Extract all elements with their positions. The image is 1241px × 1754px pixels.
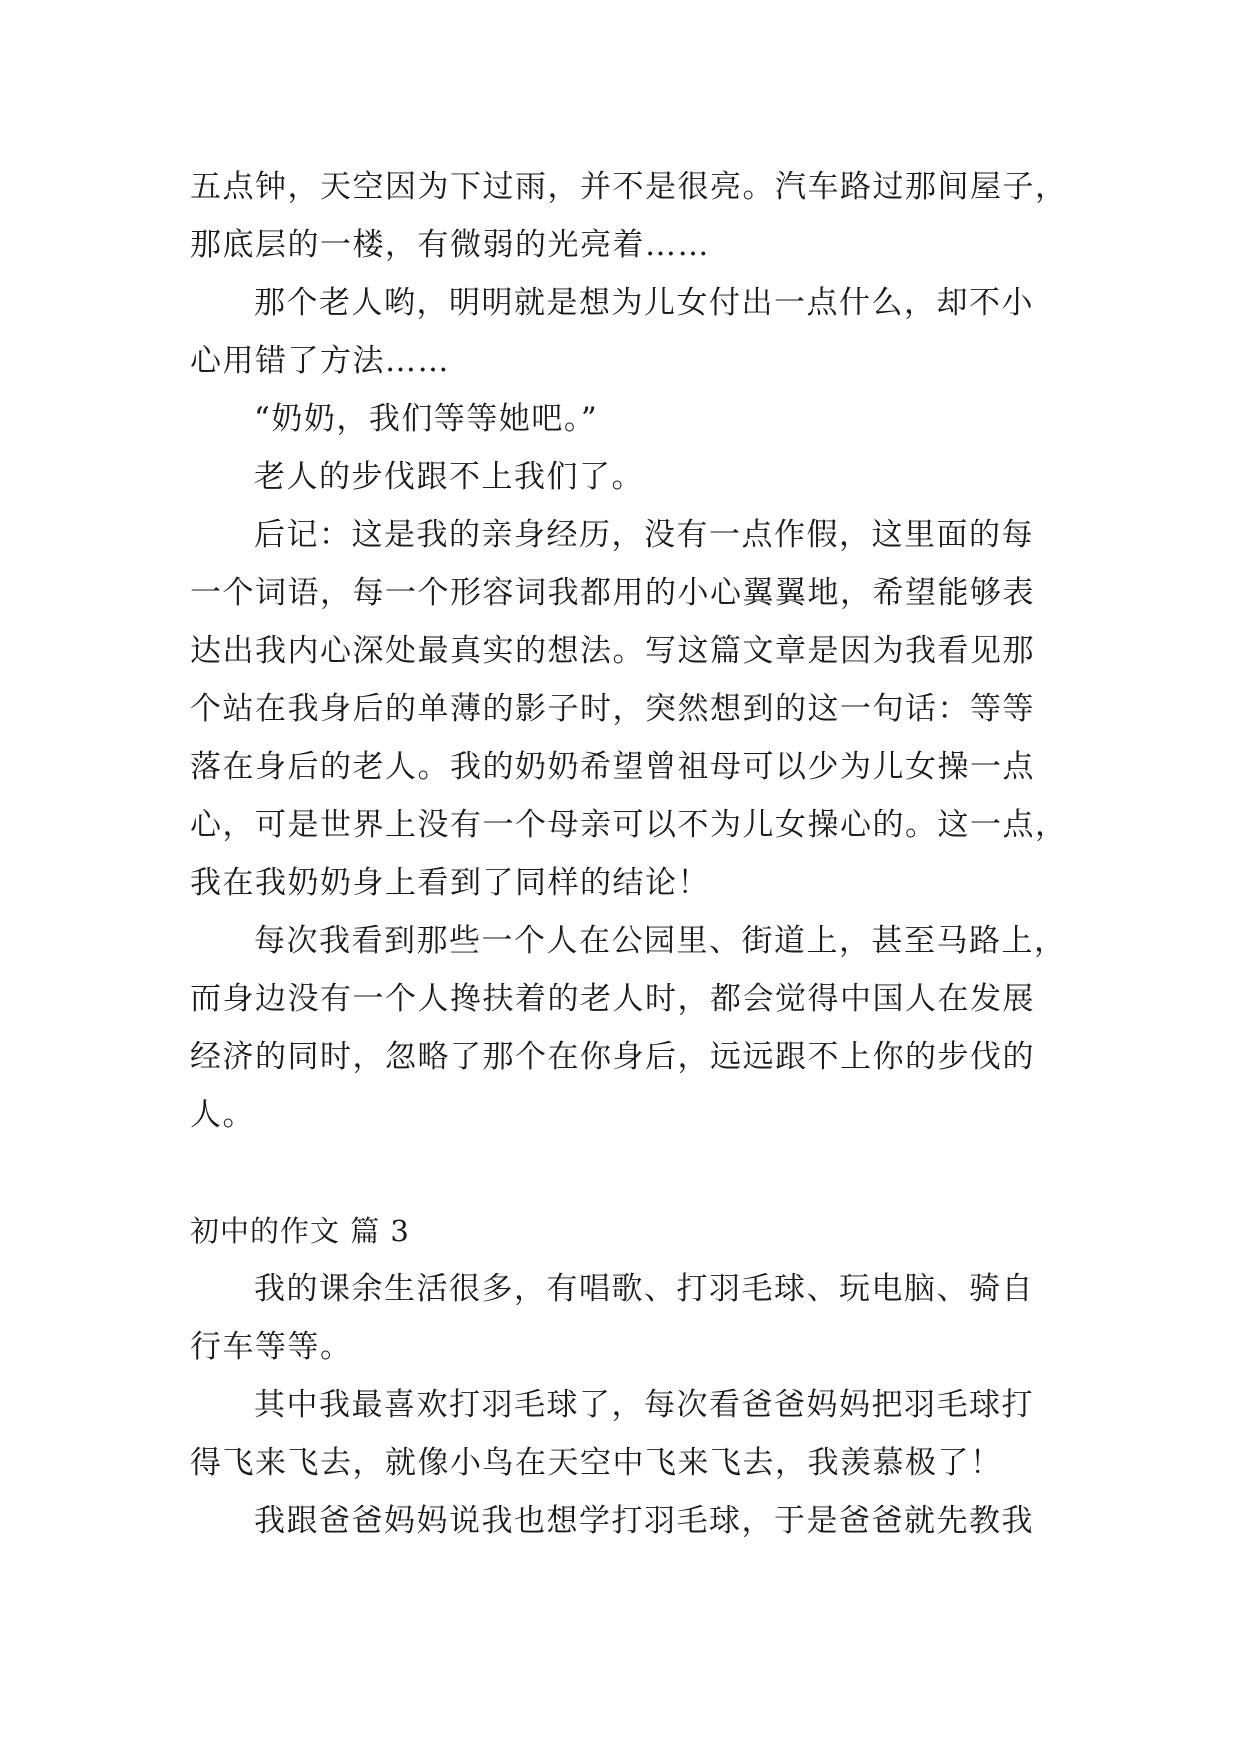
text-line: 五点钟，天空因为下过雨，并不是很亮。汽车路过那间屋子， xyxy=(190,169,1068,205)
document-page xyxy=(190,158,1068,1550)
text-line: 每次我看到那些一个人在公园里、街道上，甚至马路上， xyxy=(254,923,1067,959)
text-line: 我的课余生活很多，有唱歌、打羽毛球、玩电脑、骑自 xyxy=(254,1271,1034,1307)
text-line: 人。 xyxy=(190,1097,255,1133)
section-heading: 初中的作文 篇 3 xyxy=(190,1214,410,1248)
text-line: 一个词语，每一个形容词我都用的小心翼翼地，希望能够表 xyxy=(190,575,1035,611)
text-line: 而身边没有一个人搀扶着的老人时，都会觉得中国人在发展 xyxy=(190,981,1035,1017)
blank-line xyxy=(190,1144,1050,1202)
text-line: 我在我奶奶身上看到了同样的结论！ xyxy=(190,865,710,901)
text-line: “奶奶，我们等等她吧。” xyxy=(254,401,599,437)
text-line: 心，可是世界上没有一个母亲可以不为儿女操心的。这一点， xyxy=(190,807,1068,843)
text-line: 得飞来飞去，就像小鸟在天空中飞来飞去，我羡慕极了！ xyxy=(190,1445,1003,1481)
text-line: 达出我内心深处最真实的想法。写这篇文章是因为我看见那 xyxy=(190,633,1035,669)
text-line: 那底层的一楼，有微弱的光亮着…… xyxy=(190,227,710,263)
text-line: 我跟爸爸妈妈说我也想学打羽毛球，于是爸爸就先教我 xyxy=(254,1503,1034,1539)
text-line: 经济的同时，忽略了那个在你身后，远远跟不上你的步伐的 xyxy=(190,1039,1035,1075)
text-line: 其中我最喜欢打羽毛球了，每次看爸爸妈妈把羽毛球打 xyxy=(254,1387,1034,1423)
text-line: 那个老人哟，明明就是想为儿女付出一点什么，却不小 xyxy=(254,285,1034,321)
text-line: 落在身后的老人。我的奶奶希望曾祖母可以少为儿女操一点 xyxy=(190,749,1035,785)
text-line: 行车等等。 xyxy=(190,1329,353,1365)
text-line: 后记：这是我的亲身经历，没有一点作假，这里面的每 xyxy=(254,517,1034,553)
text-line: 老人的步伐跟不上我们了。 xyxy=(254,459,644,495)
text-line: 个站在我身后的单薄的影子时，突然想到的这一句话：等等 xyxy=(190,691,1035,727)
text-line: 心用错了方法…… xyxy=(190,343,450,379)
